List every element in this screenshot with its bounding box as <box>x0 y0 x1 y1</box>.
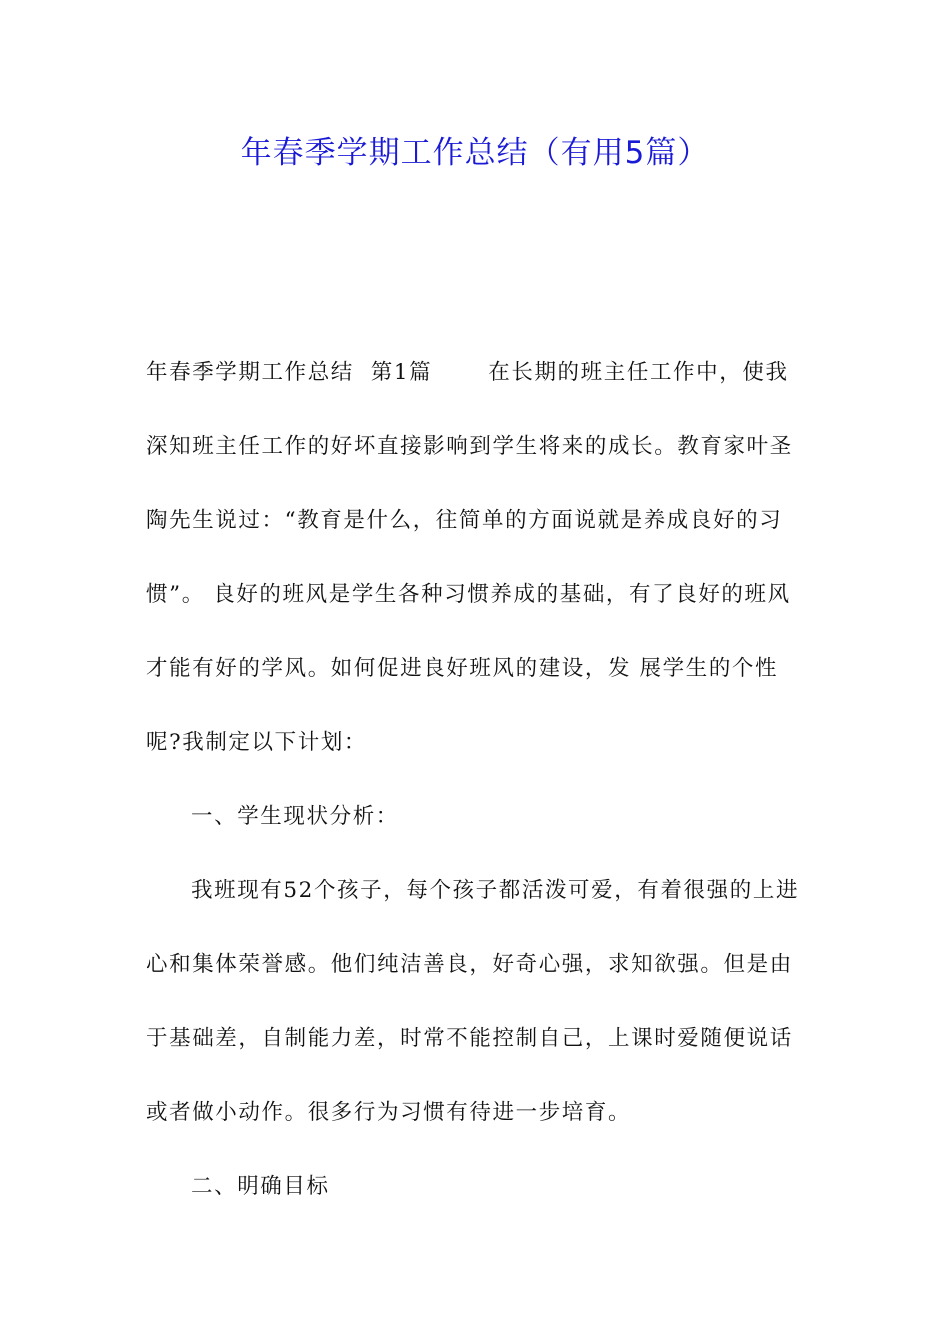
section1-paragraph: 我班现有52个孩子，每个孩子都活泼可爱，有着很强的上进心和集体荣誉感。他们纯洁善良，好奇心强，求知欲强。但是由于基础差，自制能力差，时常不能控制自己，上课时爱随便说话或者做小动作。很多行为习惯有待进一步培育。 <box>146 878 800 1125</box>
section1-heading: 一、学生现状分析： <box>191 804 399 829</box>
intro-text: 在长期的班主任工作中，使我深知班主任工作的好坏直接影响到学生将来的成长。教育家叶圣陶先生说过：“教育是什么，往简单的方面说就是养成良好的习惯”。 良好的班风是学生各种习惯养成的基础，有了良好的班风才能有好的学风。如何促进良好班风的建设，发 展学生的个性呢?我制定以下计划： <box>146 360 793 755</box>
document-body <box>146 336 810 1224</box>
intro-paragraph <box>146 336 810 780</box>
document-title: 年春季学期工作总结（有用5篇） <box>240 135 710 171</box>
section2-heading: 二、明确目标 <box>191 1174 330 1199</box>
intro-heading: 年春季学期工作总结 第1篇 <box>146 360 433 385</box>
